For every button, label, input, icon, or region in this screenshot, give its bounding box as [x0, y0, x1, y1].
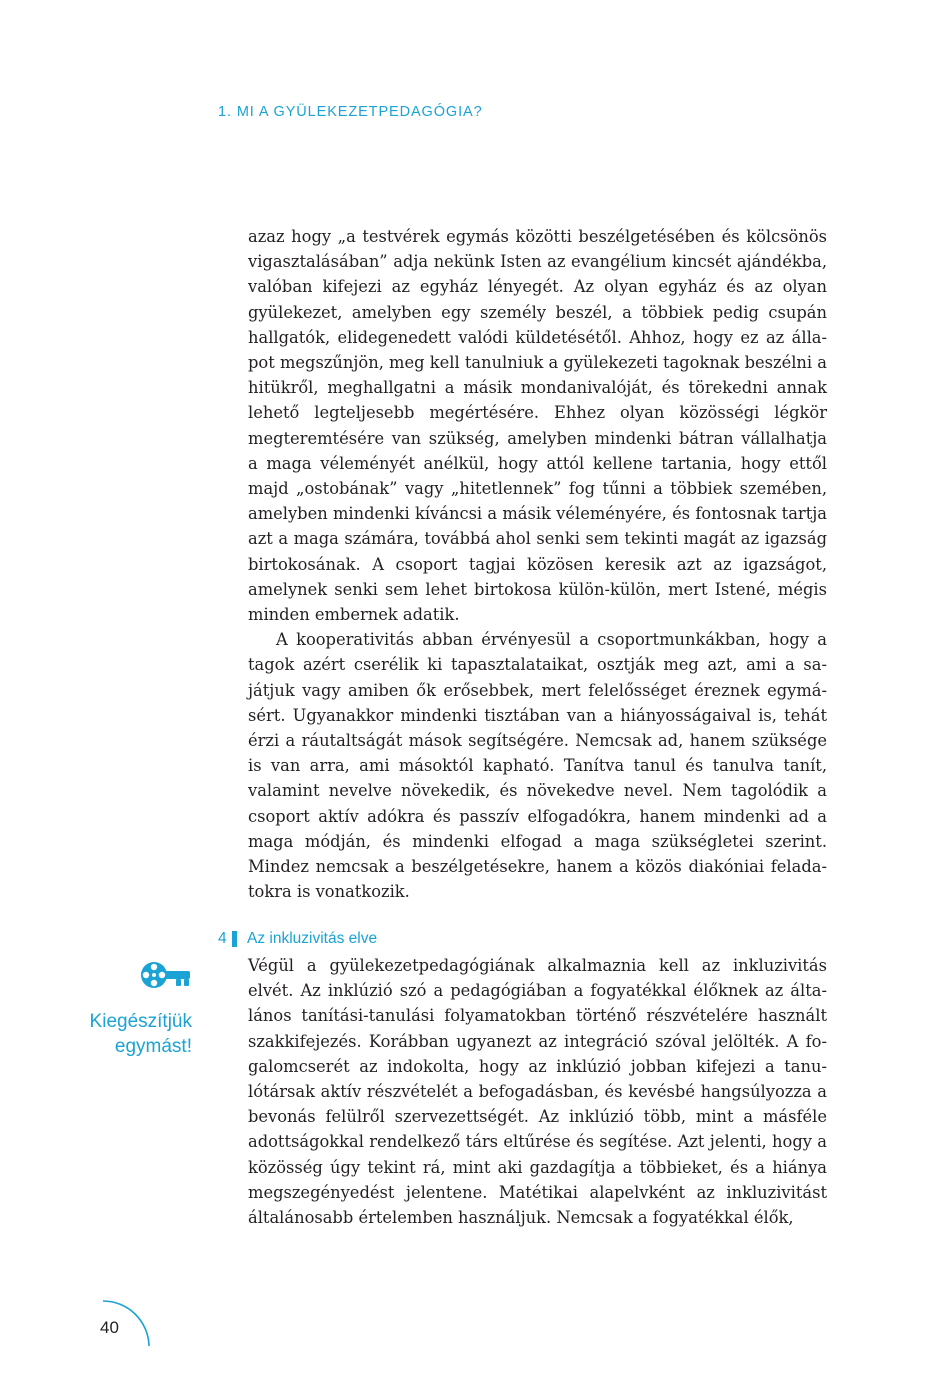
- section-marker-bar: [232, 931, 237, 947]
- margin-note-line: egymást!: [114, 1036, 192, 1057]
- section-heading: [218, 930, 377, 948]
- page-number: 40: [100, 1318, 119, 1337]
- section-number: 4: [218, 930, 227, 947]
- margin-note-line: Kiegészítjük: [89, 1011, 192, 1032]
- key-icon: [140, 955, 192, 995]
- section-title: Az inkluzivitás elve: [247, 930, 378, 947]
- section-body: [248, 953, 827, 1230]
- paragraph: azaz hogy „a testvérek egymás közötti beszélgetésében és kölcsönös vigasztalásában” adja nekünk Isten az evangélium kincsét ajándékba, valóban kifejezi az egyház lényegét. Az olyan egyház és az olyan gyülekezet, amelyben egy személy beszél, a többiek pedig csupán hallgatók, elidegenedett valódi küldetésétől. Ahhoz, hogy ez az állapot megszűnjön, meg kell tanulniuk a gyülekezeti tagoknak beszélni a hitükről, meghallgatni a másik mondanivalóját, és törekedni annak lehető legteljesebb megértésére. Ehhez olyan közösségi légkör megteremtésére van szükség, amelyben mindenki bátran vállalhatja a maga véleményét anélkül, hogy attól kellene tartania, hogy ettől majd „ostobának” vagy „hitetlennek” fog tűnni a többiek szemében, amelyben mindenki kíváncsi a másik véleményére, és fontosnak tartja azt a maga számára, továbbá ahol senki sem tekinti magát az igazság birtokosának. A csoport tagjai közösen keresik azt az igazságot, amelynek senki sem lehet birtokosa külön-külön, mert Istené, mégis minden embernek adatik.: [248, 227, 827, 625]
- paragraph: Végül a gyülekezetpedagógiának alkalmaznia kell az inkluzivitás elvét. Az inklúzió szó a pedagógiában a fogyatékkal élőknek az általános tanítási-tanulási folyamatokban történő részvételére használt szakkifejezés. Korábban ugyanezt az integráció szóval jelölték. A fogalomcserét az indokolta, hogy az inklúzió jobban kifejezi a tanulótársak aktív részvételét a befogadásban, és kevésbé hangsúlyozza a bevonás felülről szervezettségét. Az inklúzió több, mint a másféle adottságokkal rendelkező társ eltűrése és segítése. Azt jelenti, hogy a közösség úgy tekint rá, mint aki gazdagítja a többieket, és a hiánya megszegényedést jelentene. Matétikai alapelvként az inkluzivitást általánosabb értelemben használjuk. Nemcsak a fogyatékkal élők,: [248, 956, 827, 1228]
- paragraph: A kooperativitás abban érvényesül a csoportmunkákban, hogy a tagok azért cserélik ki tapasztalataikat, osztják meg azt, ami a sajátjuk vagy amiben ők erősebbek, mert felelősséget éreznek egymásért. Ugyanakkor mindenki tisztában van a hiányosságaival is, tehát érzi a ráutaltságát mások segítségére. Nemcsak ad, hanem szüksége is van arra, ami másoktól kapható. Tanítva tanul és tanulva tanít, valamint nevelve növekedik, és növekedve nevel. Nem tagolódik a csoport aktív adókra és passzív elfogadókra, hanem mindenki ad a maga módján, és mindenki elfogad a maga szükségletei szerint. Mindez nemcsak a beszélgetésekre, hanem a közös diakóniai feladatokra is vonatkozik.: [248, 630, 827, 902]
- margin-note: [60, 955, 192, 1059]
- running-head: 1. MI A GYÜLEKEZETPEDAGÓGIA?: [218, 104, 483, 120]
- body-text-block: [248, 224, 827, 904]
